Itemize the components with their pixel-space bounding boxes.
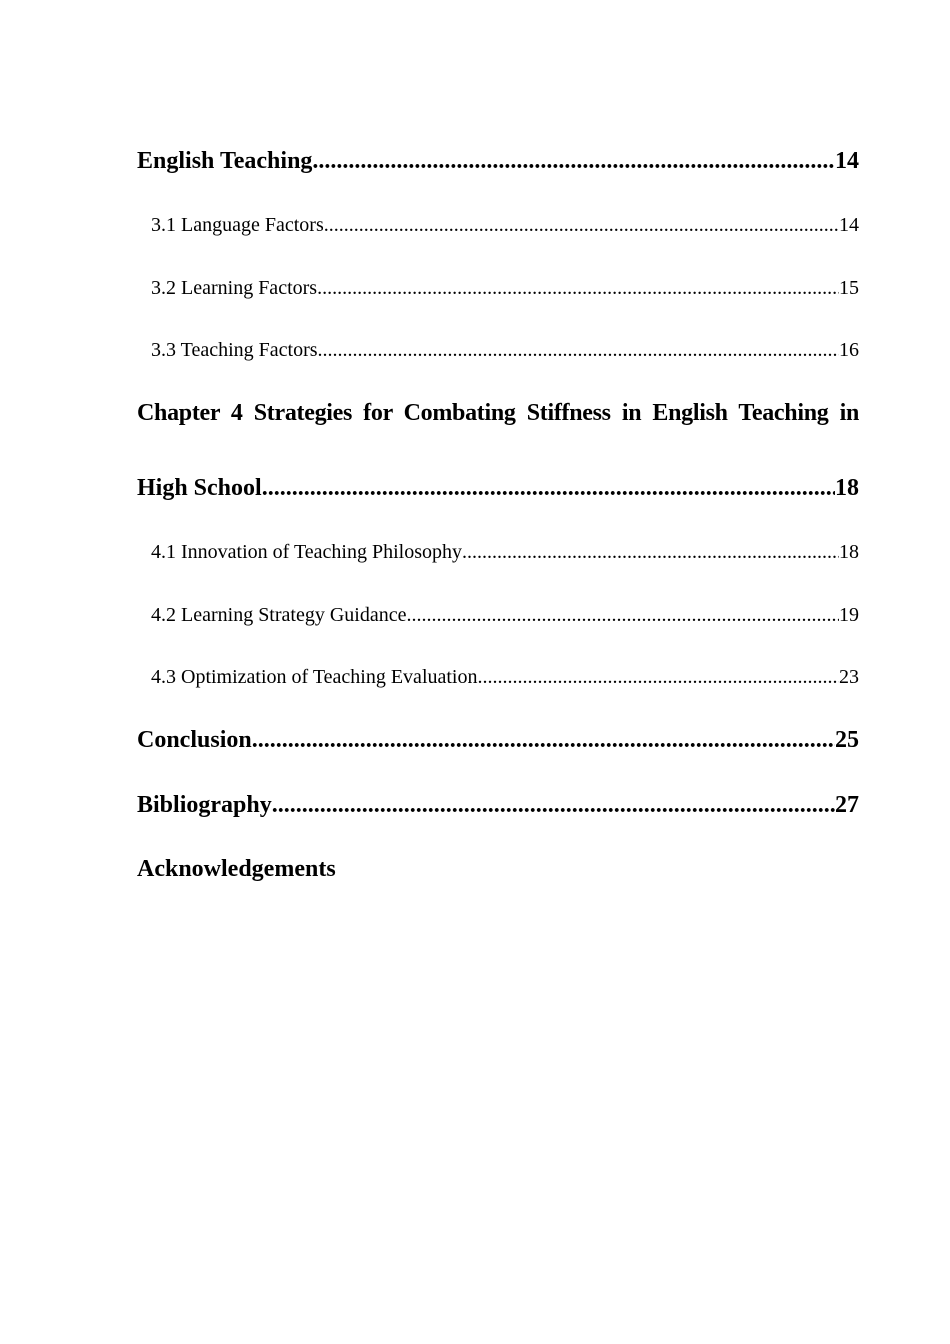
- toc-entry-4-3[interactable]: [151, 664, 859, 690]
- toc-entry-3-3[interactable]: [151, 337, 859, 363]
- dot-leader: [262, 473, 835, 503]
- toc-page-number: 18: [839, 541, 859, 563]
- toc-entry-label: 4.1 Innovation of Teaching Philosophy: [151, 541, 462, 563]
- toc-entry-label: 4.2 Learning Strategy Guidance: [151, 604, 407, 626]
- toc-entry-label: 3.3 Teaching Factors: [151, 339, 318, 361]
- toc-entry-label: High School: [137, 475, 262, 501]
- toc-page-number: 14: [835, 148, 859, 174]
- toc-page-number: 25: [835, 727, 859, 753]
- toc-entry-conclusion[interactable]: [137, 725, 859, 755]
- toc-entry-4-2[interactable]: [151, 602, 859, 628]
- toc-entry-label: Acknowledgements: [137, 856, 336, 882]
- toc-entry-label: 3.1 Language Factors: [151, 214, 324, 236]
- toc-entry-chapter4[interactable]: [137, 473, 859, 503]
- dot-leader: [272, 790, 835, 820]
- toc-entry-label: Conclusion: [137, 727, 252, 753]
- toc-entry-label: 4.3 Optimization of Teaching Evaluation: [151, 666, 478, 688]
- dot-leader: [312, 146, 835, 176]
- toc-page-number: 19: [839, 604, 859, 626]
- toc-entry-label: English Teaching: [137, 148, 313, 174]
- toc-entry-acknowledgements[interactable]: [137, 854, 859, 884]
- toc-page-number: 14: [839, 214, 859, 236]
- toc-entry-3-2[interactable]: [151, 275, 859, 301]
- toc-entry-bibliography[interactable]: [137, 790, 859, 820]
- toc-page-number: 18: [835, 475, 859, 501]
- toc-entry-english-teaching[interactable]: [137, 146, 859, 176]
- toc-entry-3-1[interactable]: [151, 212, 859, 238]
- dot-leader: [324, 212, 839, 238]
- toc-page-number: 23: [839, 666, 859, 688]
- toc-entry-4-1[interactable]: [151, 539, 859, 565]
- toc-page-number: 15: [839, 277, 859, 299]
- dot-leader: [318, 337, 839, 363]
- dot-leader: [406, 602, 839, 628]
- toc-entry-label: Bibliography: [137, 792, 272, 818]
- toc-entry-label: 3.2 Learning Factors: [151, 277, 318, 299]
- dot-leader: [252, 725, 835, 755]
- toc-entry-chapter4-line1[interactable]: Chapter 4 Strategies for Combating Stiffness in English Teaching in: [137, 400, 859, 426]
- dot-leader: [317, 275, 839, 301]
- toc-page-number: 27: [835, 792, 859, 818]
- dot-leader: [477, 664, 839, 690]
- dot-leader: [462, 539, 839, 565]
- toc-page-number: 16: [839, 339, 859, 361]
